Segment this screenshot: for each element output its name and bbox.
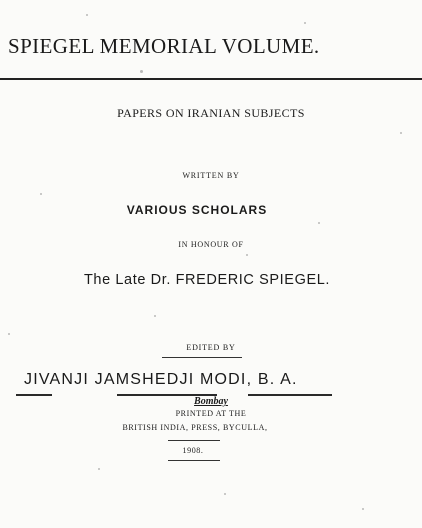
- printed-at-label: PRINTED AT THE: [175, 409, 247, 418]
- paper-speck: [246, 254, 248, 256]
- paper-speck: [8, 333, 10, 335]
- paper-speck: [224, 493, 226, 495]
- paper-speck: [304, 22, 306, 24]
- honoree: The Late Dr. FREDERIC SPIEGEL.: [83, 272, 331, 288]
- paper-speck: [400, 132, 402, 134]
- year-rule: [168, 440, 220, 441]
- paper-speck: [154, 315, 156, 317]
- title-rule: [0, 78, 422, 80]
- paper-speck: [318, 222, 320, 224]
- paper-speck: [362, 508, 364, 510]
- editor-name: JIVANJI JAMSHEDJI MODI, B. A.: [24, 371, 298, 388]
- paper-speck: [98, 468, 100, 470]
- written-by-label: WRITTEN BY: [182, 171, 240, 180]
- authors: VARIOUS SCHOLARS: [126, 203, 268, 217]
- paper-speck: [40, 193, 42, 195]
- paper-speck: [86, 14, 88, 16]
- press-name: BRITISH INDIA, PRESS, BYCULLA,: [122, 423, 268, 432]
- book-subtitle: PAPERS ON IRANIAN SUBJECTS: [117, 106, 305, 120]
- book-title: SPIEGEL MEMORIAL VOLUME.: [8, 34, 320, 58]
- edited-by-label: EDITED BY: [186, 343, 236, 352]
- edited-by-rule: [162, 357, 242, 358]
- publication-year: 1908.: [182, 446, 204, 455]
- in-honour-of-label: IN HONOUR OF: [178, 240, 244, 249]
- publication-place: Bombay: [194, 396, 228, 407]
- paper-speck: [140, 70, 143, 73]
- bottom-rule: [168, 460, 220, 461]
